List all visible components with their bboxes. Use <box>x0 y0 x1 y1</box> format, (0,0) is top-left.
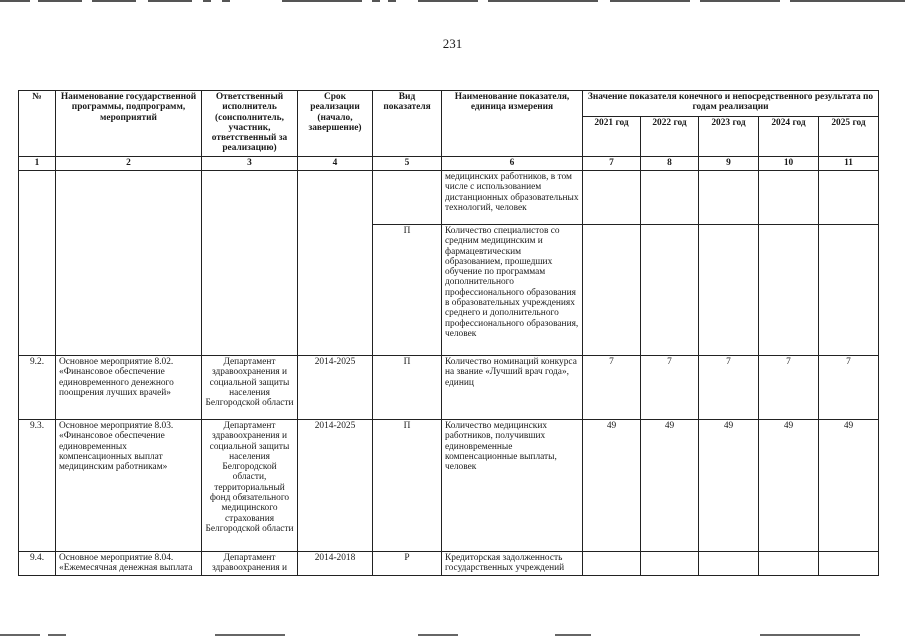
row-name: Основное мероприятие 8.03. «Финансовое обеспечение единовременных компенсационных выплат медицинским работникам» <box>56 420 202 552</box>
row-value <box>699 225 759 356</box>
row-value: 7 <box>759 356 819 420</box>
row-num <box>19 171 56 356</box>
header-name: Наименование государственной программы, подпрограмм, мероприятий <box>56 91 202 157</box>
row-executor: Департамент здравоохранения и <box>202 552 298 576</box>
table-row <box>19 420 879 552</box>
row-value <box>583 171 641 225</box>
page-number: 231 <box>442 36 463 51</box>
row-value <box>641 225 699 356</box>
table-row <box>19 356 879 420</box>
row-value <box>819 225 879 356</box>
column-number: 2 <box>56 157 202 171</box>
scan-bottom-edge <box>0 634 905 637</box>
header-executor: Ответственный исполнитель (соисполнитель, участник, ответственный за реализацию) <box>202 91 298 157</box>
column-number: 3 <box>202 157 298 171</box>
row-executor: Департамент здравоохранения и социальной защиты населения Белгородской области <box>202 356 298 420</box>
row-value: 49 <box>641 420 699 552</box>
row-kind: П <box>373 356 442 420</box>
table-row <box>19 552 879 576</box>
header-values-group: Значение показателя конечного и непосредственного результата по годам реализации <box>583 91 879 117</box>
row-value: 7 <box>819 356 879 420</box>
column-number: 6 <box>442 157 583 171</box>
row-kind: П <box>373 225 442 356</box>
scan-top-edge <box>0 0 905 3</box>
column-number: 1 <box>19 157 56 171</box>
row-value <box>759 225 819 356</box>
header-term: Срок реализации (начало, завершение) <box>298 91 373 157</box>
row-value <box>759 171 819 225</box>
row-value <box>699 171 759 225</box>
table-row <box>19 171 879 225</box>
row-term: 2014-2025 <box>298 356 373 420</box>
row-executor: Департамент здравоохранения и социальной защиты населения Белгородской области, территориальный фонд обязательного медицинского страхования Белгородской области <box>202 420 298 552</box>
row-indicator: Количество специалистов со средним медицинским и фармацевтическим образованием, прошедших обучение по программам дополнительного профессионального образования в образовательных учреждениях среднего и дополнительного профессионального образования, человек <box>442 225 583 356</box>
row-value: 49 <box>759 420 819 552</box>
row-value: 49 <box>699 420 759 552</box>
row-value <box>819 171 879 225</box>
row-value <box>583 552 641 576</box>
row-indicator: Количество медицинских работников, получивших единовременные компенсационные выплаты, человек <box>442 420 583 552</box>
row-executor <box>202 171 298 356</box>
row-indicator: медицинских работников, в том числе с использованием дистанционных образовательных технологий, человек <box>442 171 583 225</box>
row-value <box>819 552 879 576</box>
row-term: 2014-2018 <box>298 552 373 576</box>
column-number: 10 <box>759 157 819 171</box>
row-kind <box>373 171 442 225</box>
table-header <box>19 91 879 171</box>
column-number: 4 <box>298 157 373 171</box>
row-name: Основное мероприятие 8.04. «Ежемесячная денежная выплата <box>56 552 202 576</box>
header-num: № <box>19 91 56 157</box>
header-year: 2022 год <box>641 117 699 157</box>
row-term <box>298 171 373 356</box>
row-value <box>583 225 641 356</box>
row-name <box>56 171 202 356</box>
row-value <box>759 552 819 576</box>
row-kind: П <box>373 420 442 552</box>
header-year: 2025 год <box>819 117 879 157</box>
column-number: 5 <box>373 157 442 171</box>
column-number: 11 <box>819 157 879 171</box>
row-indicator: Количество номинаций конкурса на звание «Лучший врач года», единиц <box>442 356 583 420</box>
row-name: Основное мероприятие 8.02. «Финансовое обеспечение единовременного денежного поощрения лучших врачей» <box>56 356 202 420</box>
row-value: 49 <box>583 420 641 552</box>
program-table <box>18 90 879 576</box>
header-year: 2024 год <box>759 117 819 157</box>
column-number: 7 <box>583 157 641 171</box>
row-value: 49 <box>819 420 879 552</box>
row-num: 9.3. <box>19 420 56 552</box>
header-year: 2023 год <box>699 117 759 157</box>
row-indicator: Кредиторская задолженность государственных учреждений <box>442 552 583 576</box>
row-num: 9.4. <box>19 552 56 576</box>
row-term: 2014-2025 <box>298 420 373 552</box>
header-kind: Вид показателя <box>373 91 442 157</box>
row-value <box>641 171 699 225</box>
column-number-row <box>19 157 879 171</box>
row-value: 7 <box>583 356 641 420</box>
row-value: 7 <box>641 356 699 420</box>
row-value <box>641 552 699 576</box>
row-num: 9.2. <box>19 356 56 420</box>
header-year: 2021 год <box>583 117 641 157</box>
row-value: 7 <box>699 356 759 420</box>
column-number: 9 <box>699 157 759 171</box>
header-indicator: Наименование показателя, единица измерения <box>442 91 583 157</box>
column-number: 8 <box>641 157 699 171</box>
row-value <box>699 552 759 576</box>
row-kind: Р <box>373 552 442 576</box>
